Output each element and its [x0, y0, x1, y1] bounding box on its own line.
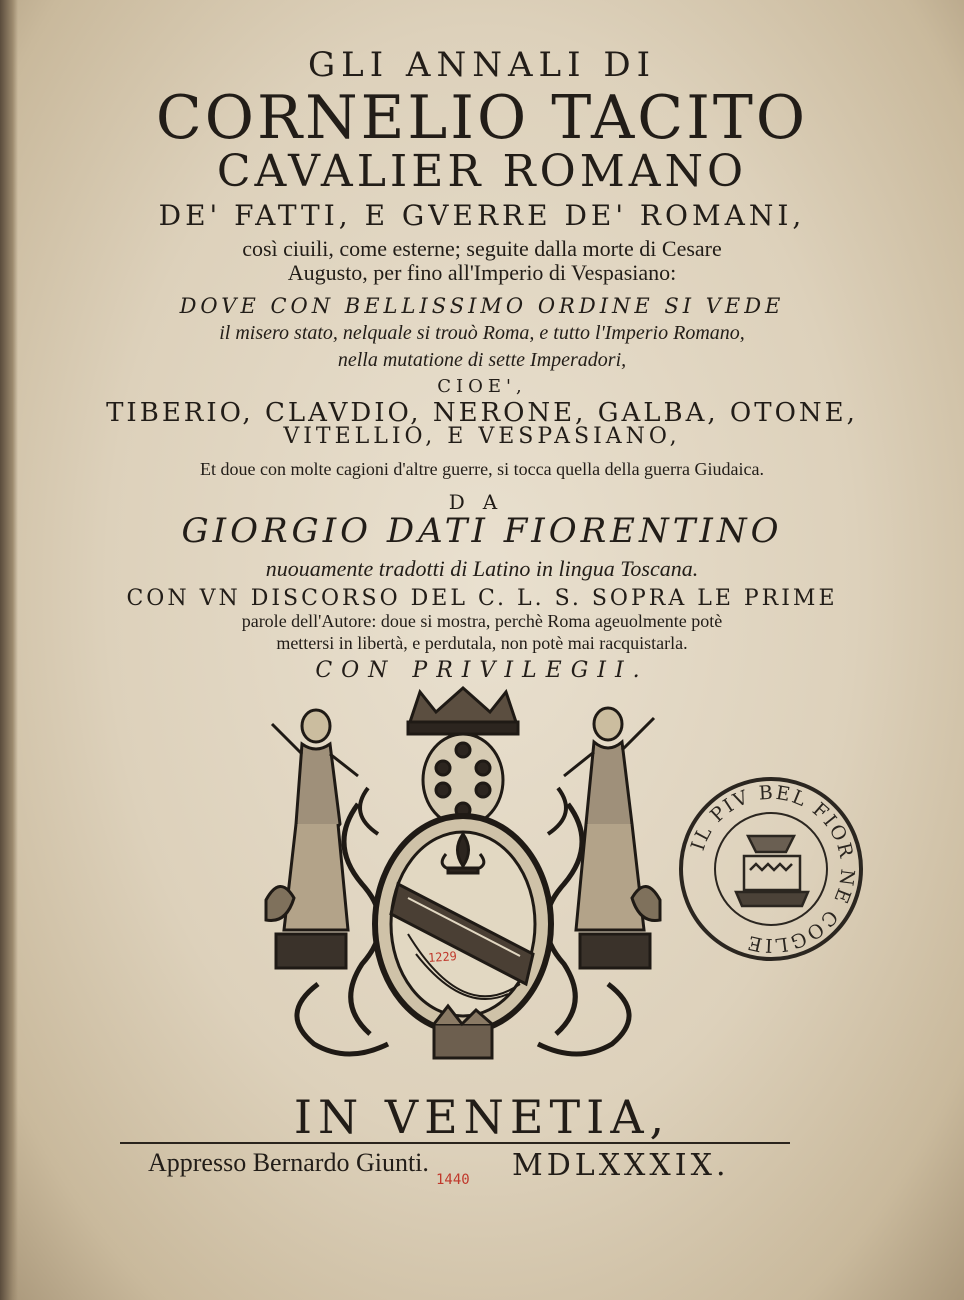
doue-line: Et doue con molte cagioni d'altre guerre, si tocca quella della guerra Giudaica.	[199, 459, 764, 479]
translator-line: GIORGIO DATI FIORENTINO	[181, 511, 783, 551]
stamp-legend-text: IL PIV BEL FIOR NE COGLIE	[686, 781, 859, 957]
handwritten-number-1: 1229	[427, 949, 458, 965]
discorso-line-3: mettersi in libertà, e perdutala, non potè mai racquistarla.	[276, 633, 688, 653]
imprint-rule	[120, 1142, 790, 1144]
emperors-line-1: TIBERIO, CLAVDIO, NERONE, GALBA, OTONE,	[106, 398, 858, 428]
title-line-4: DE' FATTI, E GVERRE DE' ROMANI,	[158, 199, 806, 232]
subtitle-line-1: così ciuili, come esterne; seguite dalla morte di Cesare	[242, 236, 722, 261]
subtitle-line-2: Augusto, per fino all'Imperio di Vespasiano:	[287, 260, 677, 285]
da-line: DA	[448, 490, 516, 514]
printer-line: Appresso Bernardo Giunti.	[148, 1148, 429, 1177]
dove-line-2: il misero stato, nelquale si trouò Roma, e tutto l'Imperio Romano,	[219, 322, 745, 344]
stamp-sieve-emblem	[736, 836, 808, 906]
title-line-1: GLI ANNALI DI	[307, 45, 657, 85]
handwritten-number-2: 1440	[436, 1172, 470, 1188]
translation-note: nuouamente tradotti di Latino in lingua Toscana.	[265, 556, 699, 581]
book-spine-shadow	[0, 0, 18, 1300]
library-stamp	[676, 774, 866, 964]
printers-device-woodcut	[258, 684, 668, 1072]
dove-line-1: DOVE CON BELLISSIMO ORDINE SI VEDE	[179, 294, 785, 318]
year-line: MDLXXXIX.	[512, 1148, 730, 1183]
cioe-line: CIOE',	[437, 376, 527, 397]
dove-line-3: nella mutatione di sette Imperadori,	[337, 349, 627, 371]
emperors-line-2: VITELLIO, E VESPASIANO,	[283, 424, 681, 449]
title-line-2: CORNELIO TACITO	[155, 83, 809, 153]
privilegi-line: CON PRIVILEGII.	[315, 658, 649, 683]
place-line: IN VENETIA,	[293, 1090, 671, 1144]
discorso-line-2: parole dell'Autore: doue si mostra, perchè Roma ageuolmente potè	[241, 611, 723, 631]
discorso-line-1: CON VN DISCORSO DEL C. L. S. SOPRA LE PRIME	[126, 586, 838, 611]
title-line-3: CAVALIER ROMANO	[216, 146, 748, 197]
